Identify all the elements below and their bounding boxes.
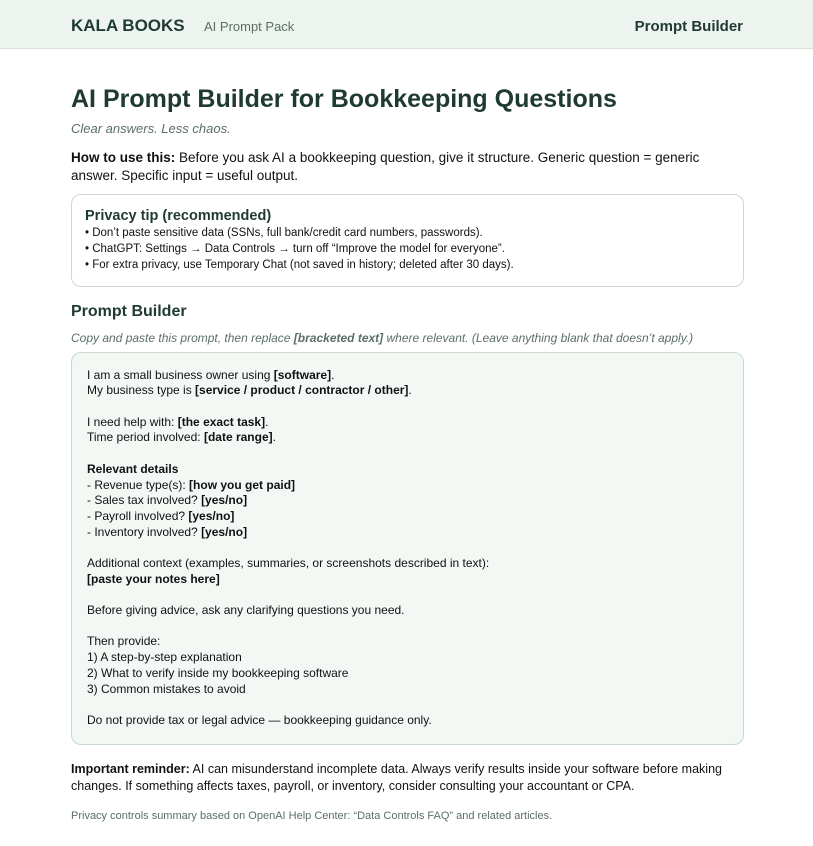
- prompt-builder-instructions: [71, 331, 744, 345]
- reminder-text: AI can misunderstand incomplete data. Always verify results inside your software before making changes. If something affects taxes, payroll, or inventory, consider consulting your accountant or CPA.: [71, 761, 722, 793]
- reminder-label: Important reminder:: [71, 761, 190, 776]
- brand-name[interactable]: KALA BOOKS: [71, 16, 185, 35]
- prompt-line: 1) A step-by-step explanation: [87, 650, 242, 665]
- brand-subtitle: AI Prompt Pack: [204, 19, 295, 34]
- prompt-line: I am a small business owner using [software].: [87, 367, 335, 382]
- prompt-spacer: [87, 540, 728, 556]
- footnote: Privacy controls summary based on OpenAI Help Center: “Data Controls FAQ” and related articles.: [71, 809, 553, 822]
- prompt-template-box[interactable]: [71, 352, 744, 745]
- prompt-spacer: [87, 619, 728, 635]
- page-title: AI Prompt Builder for Bookkeeping Questions: [71, 85, 617, 113]
- prompt-spacer: [87, 446, 728, 462]
- prompt-line: - Payroll involved? [yes/no]: [87, 508, 235, 523]
- instr-bracketed: [bracketed text]: [293, 330, 384, 345]
- prompt-details-heading: Relevant details: [87, 461, 179, 476]
- prompt-spacer: [87, 697, 728, 713]
- prompt-line: My business type is [service / product / contractor / other].: [87, 383, 412, 398]
- intro-text: Before you ask AI a bookkeeping question, give it structure. Generic question = generic answer. Specific input = useful output.: [71, 150, 700, 183]
- prompt-line: - Revenue type(s): [how you get paid]: [87, 477, 296, 492]
- privacy-tip-item: • Don’t paste sensitive data (SSNs, full bank/credit card numbers, passwords).: [85, 227, 483, 239]
- prompt-line: Do not provide tax or legal advice — bookkeeping guidance only.: [87, 712, 432, 727]
- prompt-line: Additional context (examples, summaries, or screenshots described in text):: [87, 556, 490, 570]
- privacy-tip-title: Privacy tip (recommended): [85, 208, 272, 224]
- main-content: [71, 84, 744, 822]
- intro-label: How to use this:: [71, 150, 176, 165]
- instr-text-end: where relevant. (Leave anything blank that doesn’t apply.): [383, 330, 694, 345]
- prompt-line: [paste your notes here]: [87, 571, 220, 586]
- important-reminder: [71, 761, 744, 795]
- prompt-line: - Inventory involved? [yes/no]: [87, 524, 248, 539]
- intro-paragraph: [71, 149, 744, 185]
- top-header: [0, 0, 813, 49]
- prompt-line: 3) Common mistakes to avoid: [87, 681, 246, 696]
- prompt-spacer: [87, 399, 728, 415]
- privacy-tip-list: [85, 225, 730, 274]
- nav-prompt-builder[interactable]: Prompt Builder: [634, 18, 743, 35]
- prompt-line: I need help with: [the exact task].: [87, 414, 269, 429]
- prompt-line: Time period involved: [date range].: [87, 430, 276, 445]
- prompt-line: Before giving advice, ask any clarifying questions you need.: [87, 603, 405, 618]
- prompt-line: 2) What to verify inside my bookkeeping software: [87, 665, 349, 680]
- page-tagline: Clear answers. Less chaos.: [71, 121, 231, 136]
- prompt-builder-heading: Prompt Builder: [71, 302, 187, 320]
- prompt-line: - Sales tax involved? [yes/no]: [87, 493, 248, 508]
- prompt-line: Then provide:: [87, 634, 161, 649]
- privacy-tip-item: • ChatGPT: Settings → Data Controls → turn off “Improve the model for everyone”.: [85, 243, 505, 256]
- prompt-spacer: [87, 587, 728, 603]
- privacy-tip-box: [71, 194, 744, 287]
- privacy-tip-item: • For extra privacy, use Temporary Chat (not saved in history; deleted after 30 days).: [85, 259, 514, 272]
- instr-text: Copy and paste this prompt, then replace: [71, 330, 294, 345]
